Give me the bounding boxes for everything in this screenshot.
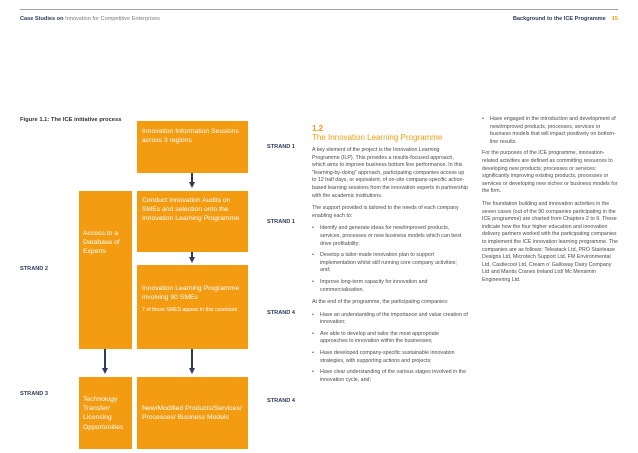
process-box-text: Conduct Innovation Audits on SMEs and selection onto the Innovation Learning Programme [142, 197, 240, 223]
strand-label: STRAND 2 [20, 266, 48, 272]
paragraph: A key element of the project is the Innovation Learning Programme (ILP). This provides a results-focused approach, which aims to improve business bottom line performance. In this "learning-by-doing" approach, participating companies access up to 12 half days, or equivalent, of on-site company-specific action-based learning sessions from the innovation experts in partnership with the academic institutions. [312, 147, 468, 199]
process-box-expert-database [79, 191, 132, 349]
bullet-item: • Develop a tailor-made innovation plan to support implementation whilst still running core company activities; and; [312, 252, 468, 275]
flow-arrow-icon [189, 182, 195, 188]
strand-label: STRAND 3 [20, 391, 48, 397]
process-box-text: Innovation Information Sessions across 3 regions [142, 128, 239, 145]
process-box-learning-programme [137, 265, 248, 349]
process-box-text: New/Modified Products/Services/ Processes/ Business Models [142, 405, 242, 422]
running-header-right [513, 16, 618, 22]
paragraph: The foundation building and innovation activities in the seven cases (out of the 90 companies participating in the ICE programme) are charted from Chapters 2 to 9. These indicate how the four higher education and innovation delivery partners worked with the participating companies to implement the ICE innovation learning programme. The companies are as follows: Teleatack Ltd, PRO Stairlease Designs Ltd, Microtech Support Ltd, FM Environmental Ltd, Castlecool Ltd, Cream o' Galloway Dairy Company Ltd and Mantis Cranes Ireland Ltd/ Mc Mensimin Engineering Ltd. [482, 200, 618, 283]
bullet-item: • Identify and generate ideas for new/improved products, services, processes or new business models which can best drive profitability; [312, 225, 468, 248]
flow-arrow-line [191, 349, 192, 369]
section-name: Background to the ICE Programme [512, 16, 606, 22]
bullet-item: • Have clear understanding of the various stages involved in the innovation cycle, and; [312, 369, 468, 384]
strand-label: STRAND 1 [267, 219, 295, 225]
process-box-text: Innovation Learning Programme involving 90 SMEs [142, 285, 240, 302]
bullet-item: • Have developed company-specific sustainable innovation strategies, with supporting actions and projects; [312, 350, 468, 365]
flow-arrow-icon [189, 368, 195, 374]
process-box-new-products [137, 377, 248, 449]
header-rule [20, 9, 618, 10]
process-box-text: Access to a Database of Experts [83, 230, 120, 256]
process-box-technology-transfer [79, 377, 132, 449]
strand-label: STRAND 4 [267, 398, 295, 404]
process-box-information-sessions [137, 121, 248, 173]
paragraph: For the purposes of the ICE programme, innovation-related activities are defined as committing resources to developing new products; processes or services; significantly improving existing products, processes or services or developing new niches or business models for the firm. [482, 150, 618, 195]
strand-label: STRAND 1 [267, 144, 295, 150]
flow-arrow-icon [102, 368, 108, 374]
strand-label: STRAND 4 [267, 310, 295, 316]
publication-title-rest: Innovation for Competitive Enterprises [65, 16, 160, 22]
flow-arrow-icon [189, 257, 195, 263]
middle-text-column [312, 124, 468, 388]
publication-title-bold: Case Studies on [20, 16, 64, 22]
figure-title: Figure 1.1: The ICE initiative process [20, 117, 122, 123]
page-number: 15 [611, 16, 618, 22]
paragraph: At the end of the programme, the participating companies: [312, 299, 449, 306]
running-header-left [20, 16, 160, 22]
process-box-innovation-audits [137, 191, 248, 252]
process-box-note: 7 of these SMES appear in this casebook [142, 307, 238, 314]
bullet-item: • Have an understanding of the importance and value creation of innovation; [312, 312, 468, 327]
section-heading: The Innovation Learning Programme [312, 133, 443, 142]
bullet-item: • Improve long-term capacity for innovation and commercialisation. [312, 279, 468, 294]
section-number: 1.2 [312, 124, 324, 133]
bullet-item: • Are able to develop and tailor the most appropriate approaches to innovation within the businesses; [312, 331, 468, 346]
right-text-column [482, 116, 620, 289]
bullet-item: • Have engaged in the introduction and development of new/improved products, processes, services or business models that will impact positively on bottom-line results. [482, 116, 620, 146]
flow-arrow-line [104, 349, 105, 369]
paragraph: The support provided is tailored to the needs of each company enabling each to: [312, 205, 459, 219]
process-box-text: Technology Transfer/ Licensing Opportunities [83, 396, 124, 431]
